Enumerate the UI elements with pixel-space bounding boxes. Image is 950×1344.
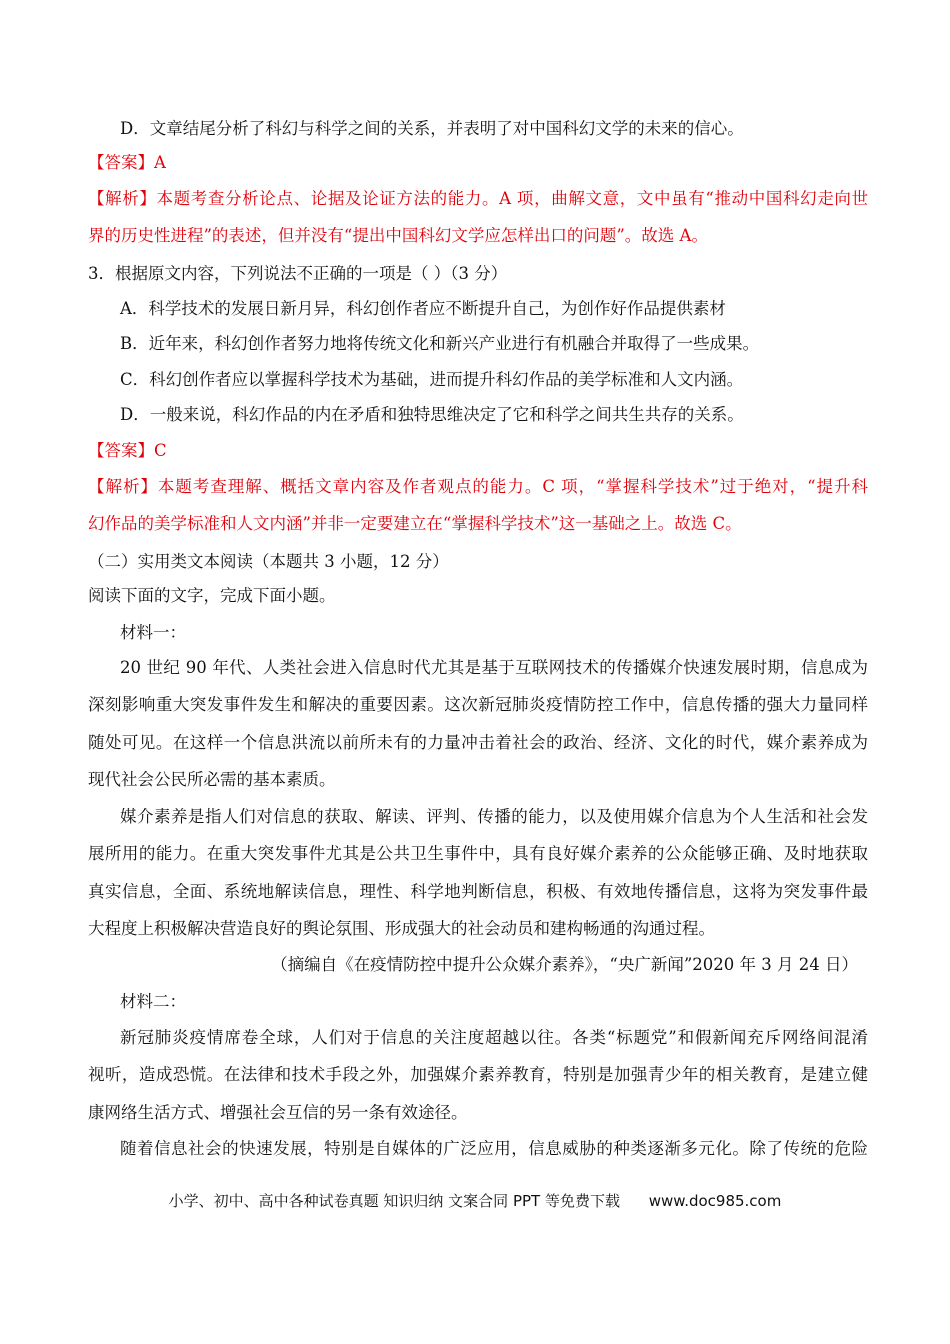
q3-option-d: D．一般来说，科幻作品的内在矛盾和独特思维决定了它和科学之间共生共存的关系。 xyxy=(120,405,744,424)
material-1-p1-line-1: 20 世纪 90 年代、人类社会进入信息时代尤其是基于互联网技术的传播媒介快速发展时期，信息成为 xyxy=(120,658,868,677)
q3-analysis-line-2: 幻作品的美学标准和人文内涵”并非一定要建立在“掌握科学技术”这一基础之上。故选 C。 xyxy=(88,514,742,533)
material-1-p1-line-3: 随处可见。在这样一个信息洪流以前所未有的力量冲击着社会的政治、经济、文化的时代，媒介素养成为 xyxy=(88,733,868,752)
footer-text: 小学、初中、高中各种试卷真题 知识归纳 文案合同 PPT 等免费下载 xyxy=(168,1192,620,1210)
material-2-p1-line-2: 视听，造成恐慌。在法律和技术手段之外，加强媒介素养教育，特别是加强青少年的相关教育，是建立健 xyxy=(88,1065,868,1084)
material-1-p2-line-3: 真实信息，全面、系统地解读信息，理性、科学地判断信息，积极、有效地传播信息，这将为突发事件最 xyxy=(88,882,868,901)
q2-option-d: D．文章结尾分析了科幻与科学之间的关系，并表明了对中国科幻文学的未来的信心。 xyxy=(120,119,744,138)
q3-option-a: A．科学技术的发展日新月异，科幻创作者应不断提升自己，为创作好作品提供素材 xyxy=(120,299,726,318)
q3-answer: 【答案】C xyxy=(88,441,167,460)
q3-stem: 3．根据原文内容，下列说法不正确的一项是（ ）（3 分） xyxy=(88,264,508,283)
q3-analysis-line-1: 【解析】本题考查理解、概括文章内容及作者观点的能力。C 项，“掌握科学技术”过于绝对，“提升科 xyxy=(88,477,868,496)
q3-option-c: C．科幻创作者应以掌握科学技术为基础，进而提升科幻作品的美学标准和人文内涵。 xyxy=(120,370,744,389)
material-1-p1-line-2: 深刻影响重大突发事件发生和解决的重要因素。这次新冠肺炎疫情防控工作中，信息传播的强大力量同样 xyxy=(88,695,868,714)
material-2-label: 材料二： xyxy=(120,992,186,1011)
material-1-p2-line-4: 大程度上积极解决营造良好的舆论氛围、形成强大的社会动员和建构畅通的沟通过程。 xyxy=(88,919,715,938)
material-1-p2-line-1: 媒介素养是指人们对信息的获取、解读、评判、传播的能力，以及使用媒介信息为个人生活和社会发 xyxy=(120,807,868,826)
footer-url-link[interactable]: www.doc985.com xyxy=(648,1192,782,1210)
q2-answer: 【答案】A xyxy=(88,153,166,172)
material-2-p1-line-1: 新冠肺炎疫情席卷全球，人们对于信息的关注度超越以往。各类“标题党”和假新闻充斥网络间混淆 xyxy=(120,1028,868,1047)
q3-option-b: B．近年来，科幻创作者努力地将传统文化和新兴产业进行有机融合并取得了一些成果。 xyxy=(120,334,760,353)
q2-analysis-line-1: 【解析】本题考查分析论点、论据及论证方法的能力。A 项，曲解文意，文中虽有“推动中国科幻走向世 xyxy=(88,189,868,208)
material-1-source: （摘编自《在疫情防控中提升公众媒介素养》，“央广新闻”2020 年 3 月 24 日） xyxy=(271,955,858,974)
material-1-p1-line-4: 现代社会公民所必需的基本素质。 xyxy=(88,770,336,789)
page-footer xyxy=(0,1190,950,1212)
q2-analysis-line-2: 界的历史性进程”的表述，但并没有“提出中国科幻文学应怎样出口的问题”。故选 A。 xyxy=(88,226,708,245)
reading-instruction: 阅读下面的文字，完成下面小题。 xyxy=(88,586,336,605)
material-1-p2-line-2: 展所用的能力。在重大突发事件尤其是公共卫生事件中，具有良好媒介素养的公众能够正确、及时地获取 xyxy=(88,844,868,863)
material-1-label: 材料一： xyxy=(120,623,186,642)
material-2-p2-line-1: 随着信息社会的快速发展，特别是自媒体的广泛应用，信息威胁的种类逐渐多元化。除了传统的危险 xyxy=(120,1139,868,1158)
section-heading: （二）实用类文本阅读（本题共 3 小题，12 分） xyxy=(88,552,449,571)
material-2-p1-line-3: 康网络生活方式、增强社会互信的另一条有效途径。 xyxy=(88,1103,468,1122)
